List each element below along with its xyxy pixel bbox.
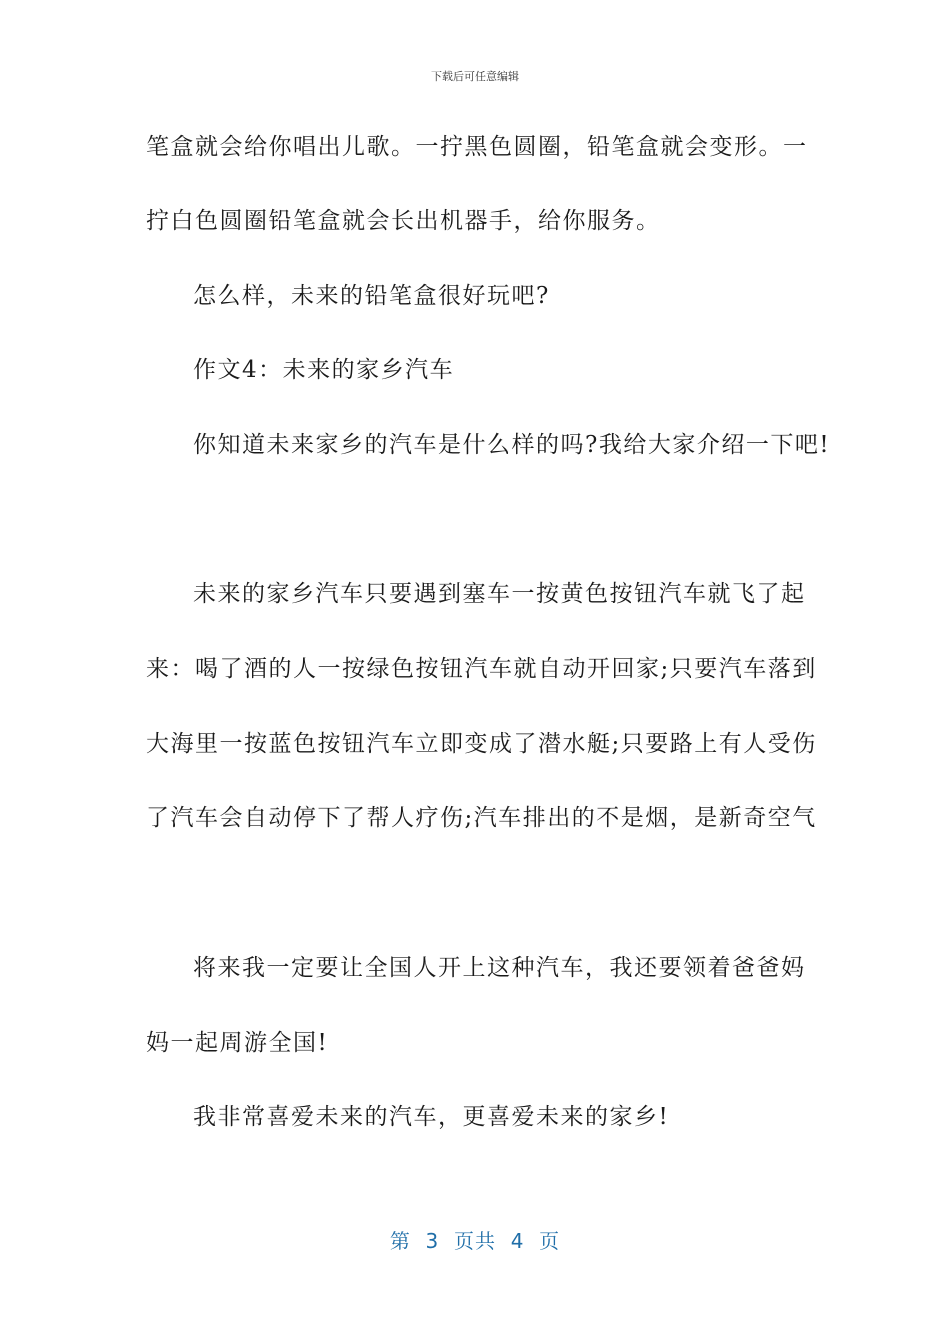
body-line: 怎么样，未来的铅笔盒很好玩吧? <box>193 283 550 309</box>
essay-title: 作文4：未来的家乡汽车 <box>193 357 455 383</box>
body-line: 笔盒就会给你唱出儿歌。一拧黑色圆圈，铅笔盒就会变形。一 <box>146 134 808 160</box>
body-line: 拧白色圆圈铅笔盒就会长出机器手，给你服务。 <box>146 208 661 234</box>
body-line: 妈一起周游全国! <box>146 1030 329 1056</box>
body-line: 了汽车会自动停下了帮人疗伤;汽车排出的不是烟，是新奇空气 <box>146 805 817 831</box>
body-line: 你知道未来家乡的汽车是什么样的吗?我给大家介绍一下吧! <box>193 432 831 458</box>
body-line: 大海里一按蓝色按钮汽车立即变成了潜水艇;只要路上有人受伤 <box>146 731 817 757</box>
page-footer: 第 3 页共 4 页 <box>389 1229 561 1253</box>
body-line: 来：喝了酒的人一按绿色按钮汽车就自动开回家;只要汽车落到 <box>146 656 817 682</box>
page-header: 下载后可任意编辑 <box>431 70 519 83</box>
body-line: 将来我一定要让全国人开上这种汽车，我还要领着爸爸妈 <box>193 955 806 981</box>
body-line: 我非常喜爱未来的汽车，更喜爱未来的家乡! <box>193 1104 670 1130</box>
body-line: 未来的家乡汽车只要遇到塞车一按黄色按钮汽车就飞了起 <box>193 581 806 607</box>
